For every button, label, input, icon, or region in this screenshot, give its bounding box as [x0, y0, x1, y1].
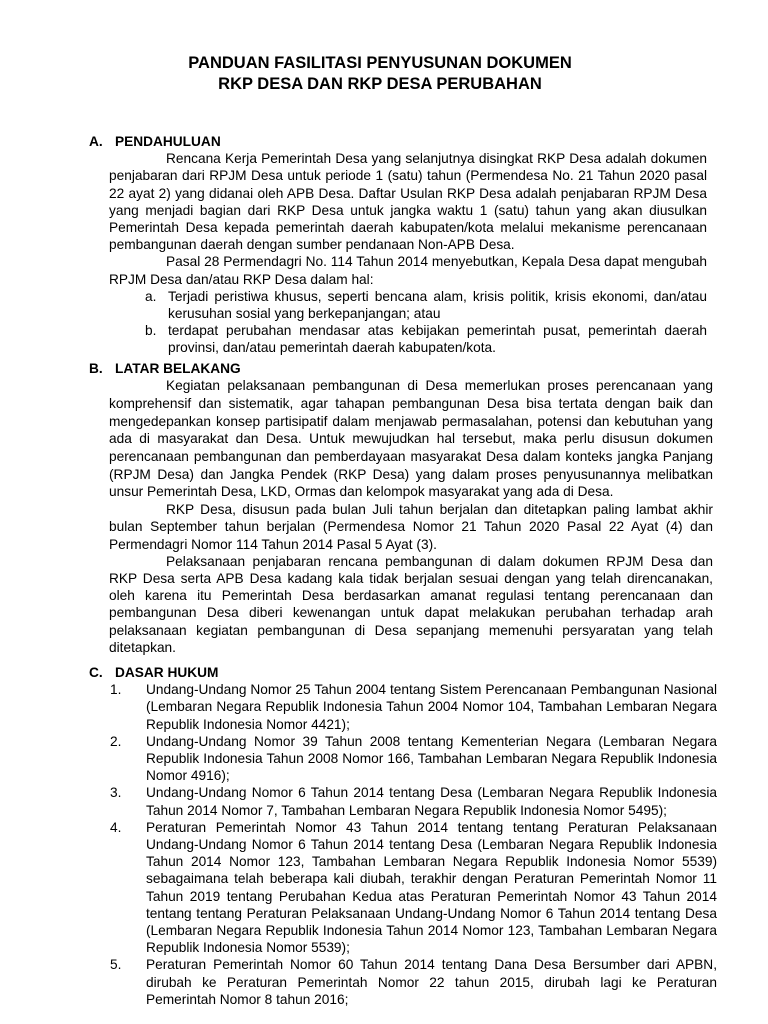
list-text: Undang-Undang Nomor 25 Tahun 2004 tentang Sistem Perencanaan Pembangunan Nasional (Lembaran Negara Republik Indonesia Tahun 2004 Nomor 104, Tambahan Lembaran Negara Republik Indonesia Nomor 4421);	[146, 682, 717, 732]
list-item	[110, 681, 717, 733]
section-heading	[89, 360, 713, 377]
list-marker: 5.	[110, 957, 122, 973]
section-letter: B.	[89, 361, 103, 376]
list-text: Peraturan Pemerintah Nomor 60 Tahun 2014 tentang Dana Desa Bersumber dari APBN, dirubah ke Peraturan Pemerintah Nomor 22 tahun 2015, dirubah lagi ke Peraturan Pemerintah Nomor 8 tahun 2016;	[146, 957, 717, 1007]
list-marker: 2.	[110, 733, 122, 749]
section-pendahuluan	[89, 133, 707, 357]
list-text: Peraturan Pemerintah Nomor 43 Tahun 2014 tentang tentang Peraturan Pelaksanaan Undang-Undang Nomor 6 Tahun 2014 tentang Desa (Lembaran Negara Republik Indonesia Tahun 2014 Nomor 123, Tambahan Lembaran Negara Republik Indonesia Nomor 5539) sebagaimana telah beberapa kali diubah, terakhir dengan Peraturan Pemerintah Nomor 11 Tahun 2019 tentang Perubahan Kedua atas Peraturan Pemerintah Nomor 43 Tahun 2014 tentang tentang Peraturan Pelaksanaan Undang-Undang Nomor 6 Tahun 2014 tentang Desa (Lembaran Negara Republik Indonesia Tahun 2014 Nomor 123, Tambahan Lembaran Negara Republik Indonesia Nomor 5539);	[146, 819, 717, 956]
list-item	[110, 733, 717, 785]
list-marker: 4.	[110, 819, 122, 835]
section-letter: A.	[89, 134, 103, 149]
list-text: Undang-Undang Nomor 39 Tahun 2008 tentang Kementerian Negara (Lembaran Negara Republik Indonesia Tahun 2008 Nomor 166, Tambahan Lembaran Negara Republik Indonesia Nomor 4916);	[146, 733, 717, 784]
list-marker: a.	[145, 288, 157, 304]
section-letter: C.	[89, 665, 103, 680]
list-marker: 1.	[110, 682, 122, 698]
list-text: Terjadi peristiwa khusus, seperti bencana alam, krisis politik, krisis ekonomi, dan/atau kerusuhan sosial yang berkepanjangan; atau	[168, 288, 707, 322]
list-item	[110, 784, 717, 818]
list-item	[109, 322, 707, 356]
list-item	[110, 956, 717, 1008]
section-latar-belakang	[89, 360, 713, 656]
section-title: LATAR BELAKANG	[115, 361, 241, 376]
section-heading	[89, 133, 707, 150]
list-text: Undang-Undang Nomor 6 Tahun 2014 tentang Desa (Lembaran Negara Republik Indonesia Tahun 2014 Nomor 7, Tambahan Lembaran Negara Republik Indonesia Nomor 5495);	[146, 785, 717, 818]
list-item	[110, 819, 717, 957]
document-title	[60, 53, 700, 95]
list-item	[109, 288, 707, 322]
paragraph: Pelaksanaan penjabaran rencana pembangunan di dalam dokumen RPJM Desa dan RKP Desa serta APB Desa kadang kala tidak berjalan sesuai dengan yang telah direncanakan, oleh karena itu Pemerintah Desa berdasarkan amanat regulasi tentang perencanaan dan pembangunan Desa diberi kewenangan untuk dapat melakukan perubahan terhadap arah pelaksanaan kegiatan pembangunan di Desa sepanjang memenuhi persyaratan yang telah ditetapkan.	[109, 553, 713, 655]
paragraph: Kegiatan pelaksanaan pembangunan di Desa memerlukan proses perencanaan yang komprehensif dan sistematik, agar tahapan pembangunan Desa bisa tertata dengan baik dan mengedepankan konsep partisipatif dalam menjawab permasalahan, potensi dan kebutuhan yang ada di masyarakat dan Desa. Untuk mewujudkan hal tersebut, maka perlu disusun dokumen perencanaan pembangunan dan pemberdayaan masyarakat Desa dalam konteks jangka Panjang (RPJM Desa) dan Jangka Pendek (RKP Desa) yang dalam proses penyusunannya melibatkan unsur Pemerintah Desa, LKD, Ormas dan kelompok masyarakat yang ada di Desa.	[109, 378, 713, 500]
paragraph: RKP Desa, disusun pada bulan Juli tahun berjalan dan ditetapkan paling lambat akhir bulan September tahun berjalan (Permendesa Nomor 21 Tahun 2020 Pasal 22 Ayat (4) dan Permendagri Nomor 114 Tahun 2014 Pasal 5 Ayat (3).	[109, 502, 713, 552]
title-line-2: RKP DESA DAN RKP DESA PERUBAHAN	[218, 75, 542, 93]
section-heading	[89, 664, 717, 681]
paragraph: Rencana Kerja Pemerintah Desa yang selanjutnya disingkat RKP Desa adalah dokumen penjabaran dari RPJM Desa untuk periode 1 (satu) tahun (Permendesa No. 21 Tahun 2020 pasal 22 ayat 2) yang didanai oleh APB Desa. Daftar Usulan RKP Desa adalah penjabaran RPJM Desa yang menjadi bagian dari RKP Desa untuk jangka waktu 1 (satu) tahun yang akan diusulkan Pemerintah Desa kepada pemerintah daerah kabupaten/kota melalui mekanisme perencanaan pembangunan daerah dengan sumber pendanaan Non-APB Desa.	[109, 151, 707, 253]
section-dasar-hukum	[89, 664, 717, 1008]
section-title: DASAR HUKUM	[115, 665, 219, 680]
list-marker: b.	[145, 323, 157, 339]
paragraph: Pasal 28 Permendagri No. 114 Tahun 2014 menyebutkan, Kepala Desa dapat mengubah RPJM Desa dan/atau RKP Desa dalam hal:	[109, 254, 707, 287]
list-text: terdapat perubahan mendasar atas kebijakan pemerintah pusat, pemerintah daerah provinsi, dan/atau pemerintah daerah kabupaten/kota.	[168, 323, 707, 356]
list-marker: 3.	[110, 785, 122, 801]
title-line-1: PANDUAN FASILITASI PENYUSUNAN DOKUMEN	[188, 54, 572, 72]
section-title: PENDAHULUAN	[115, 134, 221, 149]
